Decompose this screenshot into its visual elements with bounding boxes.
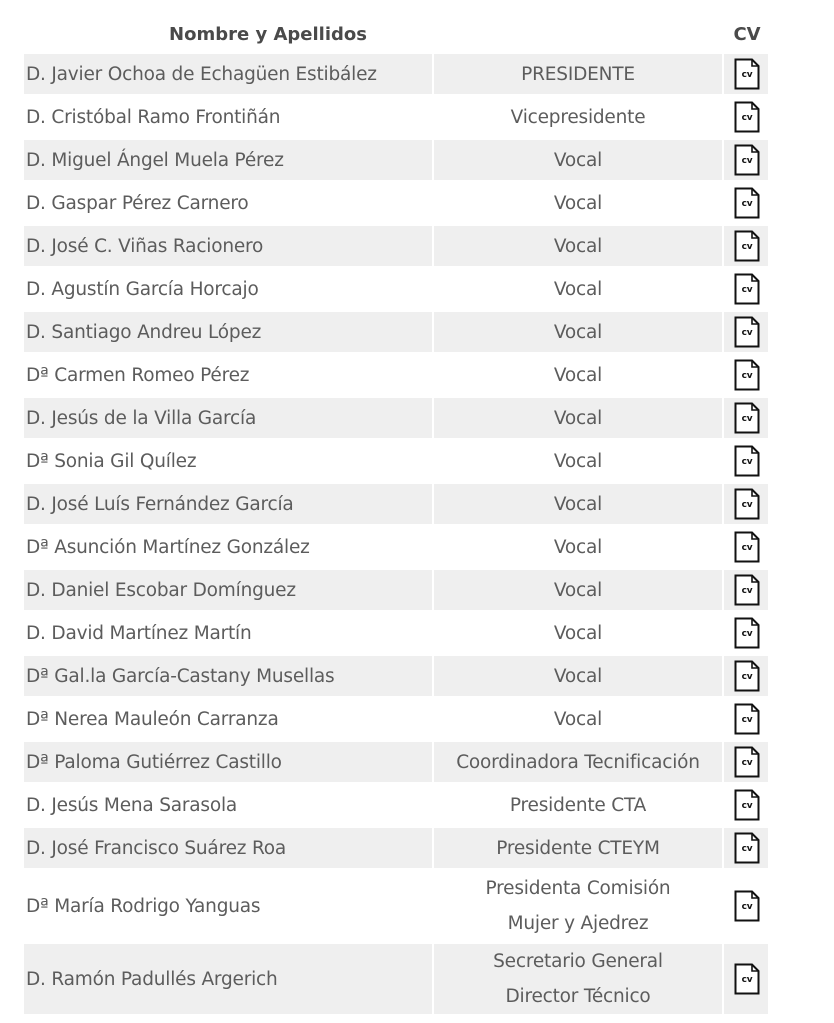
table-row (24, 312, 768, 352)
cv-document-icon[interactable] (734, 617, 760, 649)
member-name: D. Ramón Padullés Argerich (24, 944, 432, 1014)
cv-icon-label: cv (741, 371, 753, 381)
member-name: D. José C. Viñas Racionero (24, 226, 432, 266)
cv-cell (722, 828, 768, 868)
member-role-line: Vocal (553, 364, 603, 386)
cv-icon-label: cv (741, 500, 753, 510)
table-row (24, 355, 768, 395)
cv-cell (722, 527, 768, 567)
member-role (432, 656, 722, 696)
member-name: D. José Luís Fernández García (24, 484, 432, 524)
board-members-table (24, 14, 768, 1017)
table-row (24, 527, 768, 567)
member-role-line: Secretario General (493, 951, 663, 972)
member-role-line: Presidenta Comisión (485, 878, 671, 899)
member-role (432, 183, 722, 223)
cv-document-icon[interactable] (734, 187, 760, 219)
member-name: D. Javier Ochoa de Echagüen Estibález (24, 54, 432, 94)
table-row (24, 944, 768, 1014)
member-role-line: Vicepresidente (510, 106, 646, 128)
cv-cell (722, 54, 768, 94)
member-role (432, 742, 722, 782)
cv-cell (722, 785, 768, 825)
member-name: Dª María Rodrigo Yanguas (24, 871, 432, 941)
member-role (432, 355, 722, 395)
member-role-line: Director Técnico (505, 986, 651, 1007)
table-row (24, 742, 768, 782)
cv-document-icon[interactable] (734, 703, 760, 735)
cv-document-icon[interactable] (734, 230, 760, 262)
table-row (24, 785, 768, 825)
cv-column-header: CV (733, 23, 761, 45)
member-role (432, 269, 722, 309)
member-name: D. Santiago Andreu López (24, 312, 432, 352)
member-name: Dª Carmen Romeo Pérez (24, 355, 432, 395)
cv-icon-label: cv (741, 328, 753, 338)
cv-icon-label: cv (741, 414, 753, 424)
member-role-line: Presidente CTA (509, 794, 647, 816)
cv-cell (722, 484, 768, 524)
cv-icon-label: cv (741, 758, 753, 768)
table-row (24, 97, 768, 137)
member-role (432, 699, 722, 739)
cv-cell (722, 699, 768, 739)
cv-icon-label: cv (741, 242, 753, 252)
table-row (24, 441, 768, 481)
cv-icon-label: cv (741, 156, 753, 166)
table-header-row (24, 17, 768, 51)
member-role (432, 54, 722, 94)
cv-cell (722, 613, 768, 653)
member-name: Dª Sonia Gil Quílez (24, 441, 432, 481)
cv-cell (722, 355, 768, 395)
cv-icon-label: cv (741, 902, 753, 912)
cv-icon-label: cv (741, 543, 753, 553)
cv-icon-label: cv (741, 70, 753, 80)
cv-cell (722, 742, 768, 782)
cv-icon-label: cv (741, 586, 753, 596)
cv-document-icon[interactable] (734, 660, 760, 692)
table-row (24, 699, 768, 739)
member-name: Dª Gal.la García-Castany Musellas (24, 656, 432, 696)
cv-icon-label: cv (741, 672, 753, 682)
member-role-line: Vocal (553, 149, 603, 171)
table-row (24, 54, 768, 94)
cv-document-icon[interactable] (734, 58, 760, 90)
member-role-line: Vocal (553, 321, 603, 343)
cv-document-icon[interactable] (734, 890, 760, 922)
cv-document-icon[interactable] (734, 963, 760, 995)
member-role (432, 527, 722, 567)
table-body (24, 54, 768, 1014)
cv-cell (722, 570, 768, 610)
table-row (24, 269, 768, 309)
cv-icon-label: cv (741, 457, 753, 467)
cv-icon-label: cv (741, 801, 753, 811)
member-role-line: Coordinadora Tecnificación (456, 751, 700, 773)
member-role-line: Vocal (553, 407, 603, 429)
cv-cell (722, 441, 768, 481)
member-role (432, 398, 722, 438)
cv-document-icon[interactable] (734, 789, 760, 821)
cv-cell (722, 269, 768, 309)
cv-cell (722, 656, 768, 696)
member-name: D. Jesús de la Villa García (24, 398, 432, 438)
cv-document-icon[interactable] (734, 402, 760, 434)
member-role-line: Vocal (553, 665, 603, 687)
table-row (24, 871, 768, 941)
cv-cell (722, 140, 768, 180)
cv-document-icon[interactable] (734, 101, 760, 133)
member-role-line: Vocal (553, 536, 603, 558)
cv-icon-label: cv (741, 629, 753, 639)
cv-cell (722, 398, 768, 438)
cv-document-icon[interactable] (734, 144, 760, 176)
member-role-line: Vocal (553, 192, 603, 214)
table-row (24, 570, 768, 610)
member-role-line: Vocal (553, 622, 603, 644)
member-role (432, 828, 722, 868)
member-role (432, 613, 722, 653)
cv-icon-label: cv (741, 199, 753, 209)
member-name: D. David Martínez Martín (24, 613, 432, 653)
member-role (432, 785, 722, 825)
table-row (24, 183, 768, 223)
member-name: D. Miguel Ángel Muela Pérez (24, 140, 432, 180)
member-role-line: Vocal (553, 708, 603, 730)
cv-icon-label: cv (741, 113, 753, 123)
member-role (432, 97, 722, 137)
member-role (432, 226, 722, 266)
cv-document-icon[interactable] (734, 273, 760, 305)
cv-cell (722, 226, 768, 266)
cv-cell (722, 312, 768, 352)
cv-document-icon[interactable] (734, 574, 760, 606)
table-row (24, 226, 768, 266)
member-role (432, 944, 722, 1014)
member-role-line: Mujer y Ajedrez (507, 913, 649, 934)
cv-cell (722, 97, 768, 137)
cv-document-icon[interactable] (734, 316, 760, 348)
member-role-line: Vocal (553, 493, 603, 515)
table-row (24, 656, 768, 696)
member-role (432, 441, 722, 481)
cv-icon-label: cv (741, 975, 753, 985)
cv-document-icon[interactable] (734, 445, 760, 477)
cv-icon-label: cv (741, 285, 753, 295)
name-column-header: Nombre y Apellidos (169, 23, 367, 45)
member-name: Dª Nerea Mauleón Carranza (24, 699, 432, 739)
cv-icon-label: cv (741, 844, 753, 854)
member-name: Dª Paloma Gutiérrez Castillo (24, 742, 432, 782)
member-role-line: Presidente CTEYM (496, 837, 660, 859)
member-role (432, 140, 722, 180)
member-name: D. Jesús Mena Sarasola (24, 785, 432, 825)
cv-document-icon[interactable] (734, 531, 760, 563)
table-row (24, 140, 768, 180)
member-role-line: Vocal (553, 450, 603, 472)
member-name: D. Daniel Escobar Domínguez (24, 570, 432, 610)
cv-cell (722, 944, 768, 1014)
table-row (24, 613, 768, 653)
cv-document-icon[interactable] (734, 488, 760, 520)
member-role-line: Vocal (553, 579, 603, 601)
table-row (24, 828, 768, 868)
member-role (432, 312, 722, 352)
board-members-table-wrapper (24, 14, 768, 1017)
member-name: Dª Asunción Martínez González (24, 527, 432, 567)
table-row (24, 398, 768, 438)
member-role-line: Vocal (553, 278, 603, 300)
cv-cell (722, 183, 768, 223)
member-role-line: Vocal (553, 235, 603, 257)
cv-document-icon[interactable] (734, 359, 760, 391)
member-name: D. José Francisco Suárez Roa (24, 828, 432, 868)
cv-document-icon[interactable] (734, 832, 760, 864)
member-role-line: PRESIDENTE (521, 63, 635, 85)
table-row (24, 484, 768, 524)
cv-icon-label: cv (741, 715, 753, 725)
member-role (432, 484, 722, 524)
cv-document-icon[interactable] (734, 746, 760, 778)
member-role (432, 570, 722, 610)
member-role (432, 871, 722, 941)
member-name: D. Agustín García Horcajo (24, 269, 432, 309)
member-name: D. Cristóbal Ramo Frontiñán (24, 97, 432, 137)
member-name: D. Gaspar Pérez Carnero (24, 183, 432, 223)
cv-cell (722, 871, 768, 941)
